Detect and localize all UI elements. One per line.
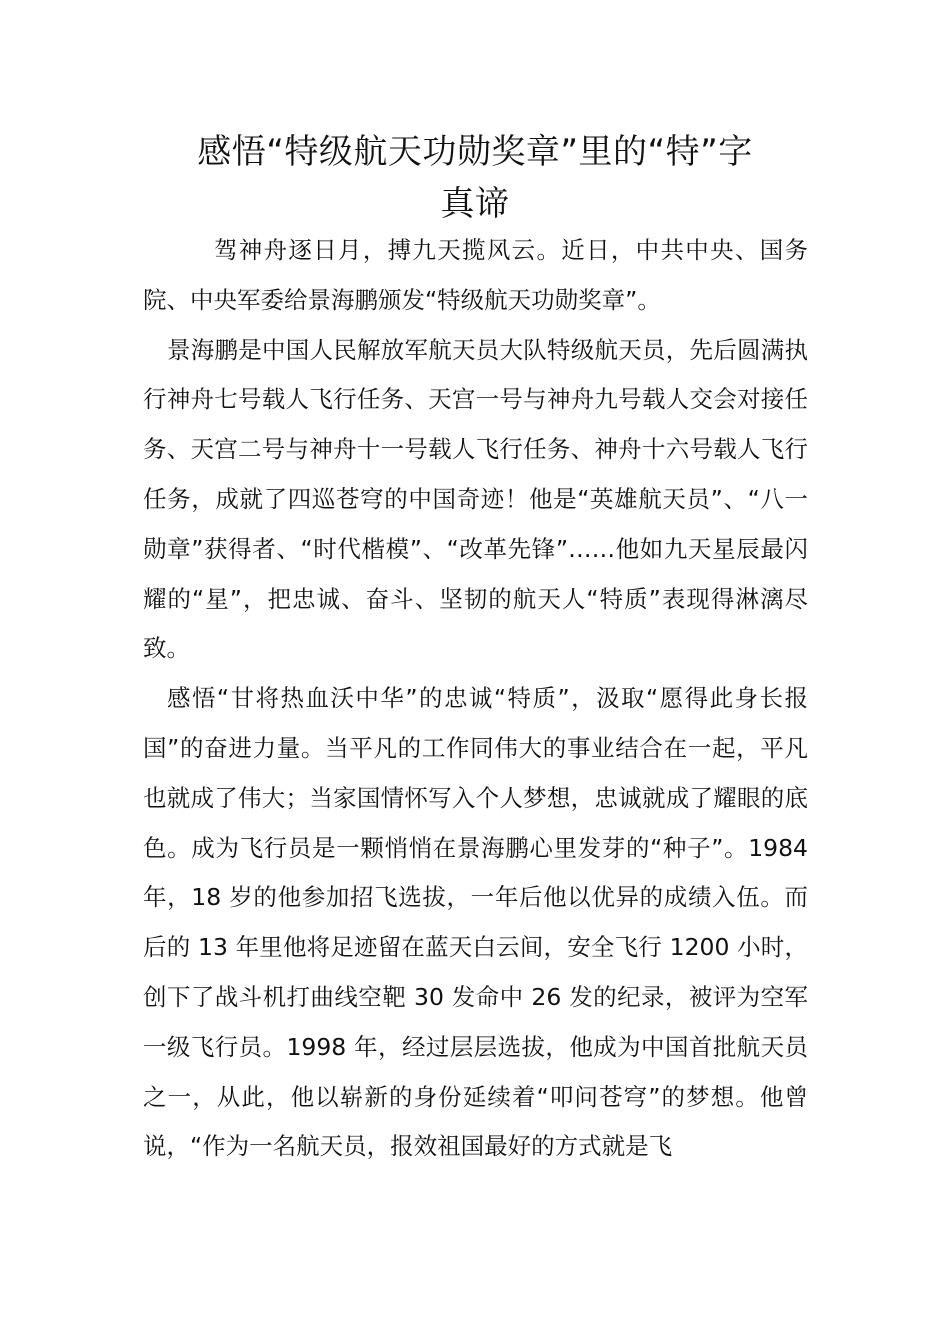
paragraph-loyalty: 感悟“甘将热血沃中华”的忠诚“特质”，汲取“愿得此身长报国”的奋进力量。当平凡的工作同伟大的事业结合在一起，平凡也就成了伟大；当家国情怀写入个人梦想，忠诚就成了耀眼的底色。成为飞行员是一颗悄悄在景海鹏心里发芽的“种子”。1984 年，18 岁的他参加招飞选拔，一年后他以优异的成绩入伍。而后的 13 年里他将足迹留在蓝天白云间，安全飞行 1200 小时，创下了战斗机打曲线空靶 30 发命中 26 发的纪录，被评为空军一级飞行员。1998 年，经过层层选拔，他成为中国首批航天员之一，从此，他以崭新的身份延续着“叩问苍穹”的梦想。他曾说，“作为一名航天员，报效祖国最好的方式就是飞 <box>143 684 808 1161</box>
document-title <box>140 126 810 230</box>
paragraph-intro: 驾神舟逐日月，搏九天揽风云。近日，中共中央、国务院、中央军委给景海鹏颁发“特级航天功勋奖章”。 <box>143 236 808 314</box>
paragraph-profile: 景海鹏是中国人民解放军航天员大队特级航天员，先后圆满执行神舟七号载人飞行任务、天宫一号与神舟九号载人交会对接任务、天宫二号与神舟十一号载人飞行任务、神舟十六号载人飞行任务，成就了四巡苍穹的中国奇迹！他是“英雄航天员”、“八一勋章”获得者、“时代楷模”、“改革先锋”……他如九天星辰最闪耀的“星”，把忠诚、奋斗、坚韧的航天人“特质”表现得淋漓尽致。 <box>143 335 808 663</box>
title-line-1: 感悟“特级航天功勋奖章”里的“特”字 <box>197 132 753 172</box>
title-line-2: 真谛 <box>440 184 510 224</box>
document-body <box>143 226 808 1172</box>
